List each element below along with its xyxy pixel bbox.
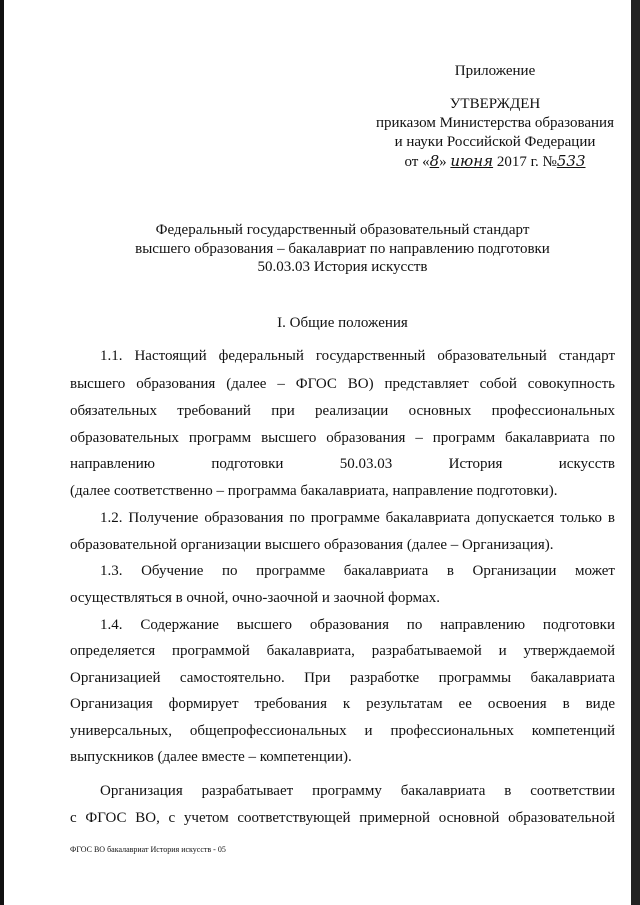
paragraph-line: универсальных, общепрофессиональных и профессиональных компетенций xyxy=(70,723,615,739)
page-footer: ФГОС ВО бакалавриат История искусств - 05 xyxy=(70,845,226,854)
paragraph-line: образовательных программ высшего образования – программ бакалавриата по xyxy=(70,430,615,446)
paragraph-line: 1.2. Получение образования по программе бакалавриата допускается только в xyxy=(100,510,615,526)
scan-border-left xyxy=(0,0,4,905)
date-prefix: от « xyxy=(404,154,430,170)
paragraph-line: 1.4. Содержание высшего образования по направлению подготовки xyxy=(100,617,615,633)
doc-title-line: Федеральный государственный образовательный стандарт xyxy=(155,222,530,238)
doc-title-line: 50.03.03 История искусств xyxy=(257,259,428,275)
paragraph-line: осуществляться в очной, очно-заочной и заочной формах. xyxy=(70,590,440,606)
paragraph-line: с ФГОС ВО, с учетом соответствующей примерной основной образовательной xyxy=(70,810,615,826)
paragraph-line: Организацией самостоятельно. При разработке программы бакалавриата xyxy=(70,670,615,686)
approved-label: УТВЕРЖДЕН xyxy=(449,96,541,112)
doc-title-line: высшего образования – бакалавриат по направлению подготовки xyxy=(135,241,550,257)
paragraph-line: образовательной организации высшего образования (далее – Организация). xyxy=(70,537,554,553)
order-line-1: приказом Министерства образования xyxy=(376,115,614,131)
section-heading: I. Общие положения xyxy=(277,315,408,331)
paragraph-line: обязательных требований при реализации основных профессиональных xyxy=(70,403,615,419)
paragraph-line: 1.3. Обучение по программе бакалавриата в Организации может xyxy=(100,563,615,579)
appendix-label: Приложение xyxy=(454,63,536,79)
date-day: 8 xyxy=(429,152,440,170)
paragraph-line: высшего образования (далее – ФГОС ВО) представляет собой совокупность xyxy=(70,376,615,392)
order-line-2: и науки Российской Федерации xyxy=(394,134,596,150)
date-month: июня xyxy=(450,152,494,170)
paragraph-line: Организация разрабатывает программу бакалавриата в соответствии xyxy=(100,783,615,799)
paragraph-line: (далее соответственно – программа бакалавриата, направление подготовки). xyxy=(70,483,558,499)
paragraph-line: выпускников (далее вместе – компетенции). xyxy=(70,749,352,765)
date-year: 2017 г. № xyxy=(496,154,557,170)
paragraph-line: направлению подготовки 50.03.03 История искусств xyxy=(70,456,615,472)
paragraph-line: определяется программой бакалавриата, разрабатываемой и утверждаемой xyxy=(70,643,615,659)
paragraph-line: Организация формирует требования к результатам ее освоения в виде xyxy=(70,696,615,712)
order-date xyxy=(350,152,640,170)
order-number: 533 xyxy=(556,152,586,170)
date-mid: » xyxy=(439,154,447,170)
paragraph-line: 1.1. Настоящий федеральный государственный образовательный стандарт xyxy=(100,348,615,364)
